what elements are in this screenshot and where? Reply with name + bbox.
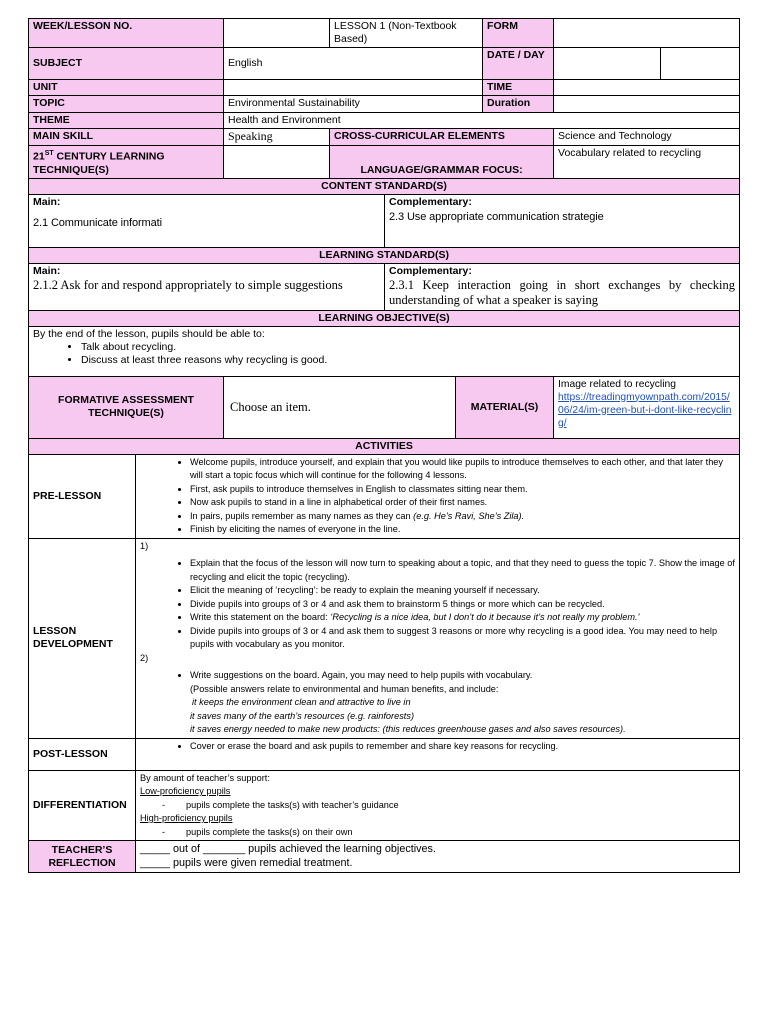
date-day-label: DATE / DAY xyxy=(483,48,554,80)
dev-list-one xyxy=(140,557,735,652)
unit-label: UNIT xyxy=(29,80,224,96)
differentiation-label: DIFFERENTIATION xyxy=(29,770,136,841)
dev-answer: it saves many of the earth’s resources (e.g. rainforests) xyxy=(190,710,414,721)
pre-lesson-item: • Now ask pupils to stand in a line in alphabetical order of their first names. xyxy=(190,496,735,510)
learning-comp-label: Complementary: xyxy=(389,264,472,277)
century-learning-label xyxy=(29,146,224,179)
formative-assessment-select[interactable]: Choose an item. xyxy=(224,376,456,438)
duration-label: Duration xyxy=(483,96,554,113)
topic-value[interactable]: Environmental Sustainability xyxy=(224,96,483,113)
grammar-focus-value[interactable]: Vocabulary related to recycling xyxy=(554,146,740,179)
learning-objective-heading: LEARNING OBJECTIVE(S) xyxy=(29,310,740,326)
dev-possible-answers: (Possible answers relate to environmental and human benefits, and include: xyxy=(190,683,499,694)
dev-item: • Elicit the meaning of ‘recycling’: be ready to explain the meaning yourself if necessary. xyxy=(190,584,735,598)
teacher-reflection-content xyxy=(136,841,740,873)
time-value[interactable] xyxy=(554,80,740,96)
low-proficiency-item xyxy=(140,799,735,813)
week-lesson-label: WEEK/LESSON NO. xyxy=(29,19,224,48)
cross-curricular-label: CROSS-CURRICULAR ELEMENTS xyxy=(330,129,554,146)
pre-lesson-label: PRE-LESSON xyxy=(29,454,136,538)
activities-heading: ACTIVITIES xyxy=(29,438,740,454)
duration-value[interactable] xyxy=(554,96,740,113)
low-proficiency-text: pupils complete the tasks(s) with teacher’s guidance xyxy=(186,799,399,810)
content-comp-text[interactable]: 2.3 Use appropriate communication strategie xyxy=(389,210,604,223)
week-lesson-value[interactable] xyxy=(224,19,330,48)
dev-step-one: 1) xyxy=(140,540,149,551)
subject-value[interactable]: English xyxy=(224,48,483,80)
materials-value xyxy=(554,376,740,438)
pre-lesson-content xyxy=(136,454,740,538)
form-value[interactable] xyxy=(554,19,740,48)
dev-item xyxy=(190,611,735,625)
theme-label: THEME xyxy=(29,113,224,129)
form-label: FORM xyxy=(483,19,554,48)
pre-lesson-item: • Welcome pupils, introduce yourself, and explain that you would like pupils to introduce themselves to each other, and that later they will start a topic focus which will continue for the following 4 lessons. xyxy=(190,456,735,483)
pre-lesson-item: • First, ask pupils to introduce themselves in English to classmates sitting near them. xyxy=(190,483,735,497)
learning-standard-main xyxy=(29,263,385,310)
learning-comp-text[interactable]: 2.3.1 Keep interaction going in short exchanges by checking understanding of what a speaker is saying xyxy=(389,277,736,307)
lesson-plan-table xyxy=(28,18,740,873)
content-main-text[interactable]: 2.1 Communicate informati xyxy=(33,216,162,229)
grammar-focus-label: LANGUAGE/GRAMMAR FOCUS: xyxy=(330,146,554,179)
lesson-title-text: LESSON 1 (Non-Textbook Based) xyxy=(334,20,457,45)
learning-main-label: Main: xyxy=(33,264,61,277)
objective-item: • Discuss at least three reasons why recycling is good. xyxy=(81,354,735,367)
learning-standard-heading: LEARNING STANDARD(S) xyxy=(29,247,740,263)
dev-list-two xyxy=(140,669,735,683)
materials-link[interactable]: https://treadingmyownpath.com/2015/06/24/im-green-but-i-dont-like-recycling/ xyxy=(558,391,732,429)
objectives-list xyxy=(33,341,735,367)
dev-answer: it keeps the environment clean and attractive to live in xyxy=(192,697,411,707)
objective-item: • Talk about recycling. xyxy=(81,341,735,354)
dev-item: • Divide pupils into groups of 3 or 4 and ask them to suggest 3 reasons or more why recycling is a good idea. You may need to help pupils with vocabulary as you monitor. xyxy=(190,625,735,652)
main-skill-label: MAIN SKILL xyxy=(29,129,224,146)
topic-label: TOPIC xyxy=(29,96,224,113)
high-proficiency-item xyxy=(140,826,735,840)
post-lesson-list xyxy=(140,740,735,754)
pre-lesson-item xyxy=(190,510,735,524)
objectives-intro: By the end of the lesson, pupils should be able to: xyxy=(33,327,265,340)
lesson-development-label: LESSON DEVELOPMENT xyxy=(29,538,136,738)
pre-lesson-example: (e.g. He’s Ravi, She’s Zila). xyxy=(413,510,525,521)
materials-text: Image related to recycling xyxy=(558,378,676,390)
lesson-title xyxy=(330,19,483,48)
learning-main-text[interactable]: 2.1.2 Ask for and respond appropriately to simple suggestions xyxy=(33,277,343,292)
century-number: 21 xyxy=(33,150,45,163)
pre-lesson-list xyxy=(140,456,735,537)
reflection-line[interactable]: _____ out of _______ pupils achieved the learning objectives. xyxy=(140,843,436,855)
high-dash: - xyxy=(162,826,166,837)
dev-answer: it saves energy needed to make new products: (this reduces greenhouse gases and also saves resources). xyxy=(190,724,626,734)
post-lesson-content xyxy=(136,738,740,770)
dev-statement: ‘Recycling is a nice idea, but I don’t do it because it’s not really my problem.’ xyxy=(330,612,640,622)
teacher-reflection-label: TEACHER’S REFLECTION xyxy=(29,841,136,873)
reflection-line[interactable]: _____ pupils were given remedial treatment. xyxy=(140,857,353,869)
high-proficiency-text: pupils complete the tasks(s) on their own xyxy=(186,826,353,837)
high-proficiency-label: High-proficiency pupils xyxy=(140,813,233,823)
subject-label: SUBJECT xyxy=(29,48,224,80)
dev-item: • Write suggestions on the board. Again, you may need to help pupils with vocabulary. xyxy=(190,669,735,683)
century-learning-value[interactable] xyxy=(224,146,330,179)
differentiation-intro: By amount of teacher’s support: xyxy=(140,772,270,783)
dev-step-two: 2) xyxy=(140,652,149,663)
content-standard-heading: CONTENT STANDARD(S) xyxy=(29,178,740,194)
main-skill-value[interactable]: Speaking xyxy=(224,129,330,146)
time-label: TIME xyxy=(483,80,554,96)
post-lesson-label: POST-LESSON xyxy=(29,738,136,770)
learning-objectives xyxy=(29,326,740,376)
pre-lesson-item: • Finish by eliciting the names of everyone in the line. xyxy=(190,523,735,537)
materials-label: MATERIAL(S) xyxy=(456,376,554,438)
learning-standard-complementary xyxy=(385,263,740,310)
low-proficiency-label: Low-proficiency pupils xyxy=(140,786,231,796)
post-lesson-item: • Cover or erase the board and ask pupils to remember and share key reasons for recycling. xyxy=(190,740,735,754)
differentiation-content xyxy=(136,770,740,841)
date-value[interactable] xyxy=(554,48,661,80)
dev-item: • Explain that the focus of the lesson will now turn to speaking about a topic, and that they need to guess the topic 7. Show the image of recycling and elicit the topic (recycling). xyxy=(190,557,735,584)
theme-value[interactable]: Health and Environment xyxy=(224,113,740,129)
cross-curricular-value[interactable]: Science and Technology xyxy=(554,129,740,146)
content-standard-complementary xyxy=(385,194,740,247)
low-dash: - xyxy=(162,799,166,810)
pre-lesson-item-text: In pairs, pupils remember as many names as they can xyxy=(190,510,414,521)
century-label-text: CENTURY LEARNING TECHNIQUE(S) xyxy=(33,150,165,176)
content-comp-label: Complementary: xyxy=(389,195,472,208)
unit-value[interactable] xyxy=(224,80,483,96)
content-standard-main xyxy=(29,194,385,247)
content-main-label: Main: xyxy=(33,195,61,208)
century-suffix: ST xyxy=(44,150,54,157)
dev-item-text: Write this statement on the board: xyxy=(190,612,331,622)
lesson-development-content xyxy=(136,538,740,738)
day-value[interactable] xyxy=(661,48,740,80)
lesson-plan xyxy=(28,18,739,873)
dev-item: • Divide pupils into groups of 3 or 4 and ask them to brainstorm 5 things or more which can be recycled. xyxy=(190,598,735,612)
formative-assessment-label: FORMATIVE ASSESSMENT TECHNIQUE(S) xyxy=(29,376,224,438)
